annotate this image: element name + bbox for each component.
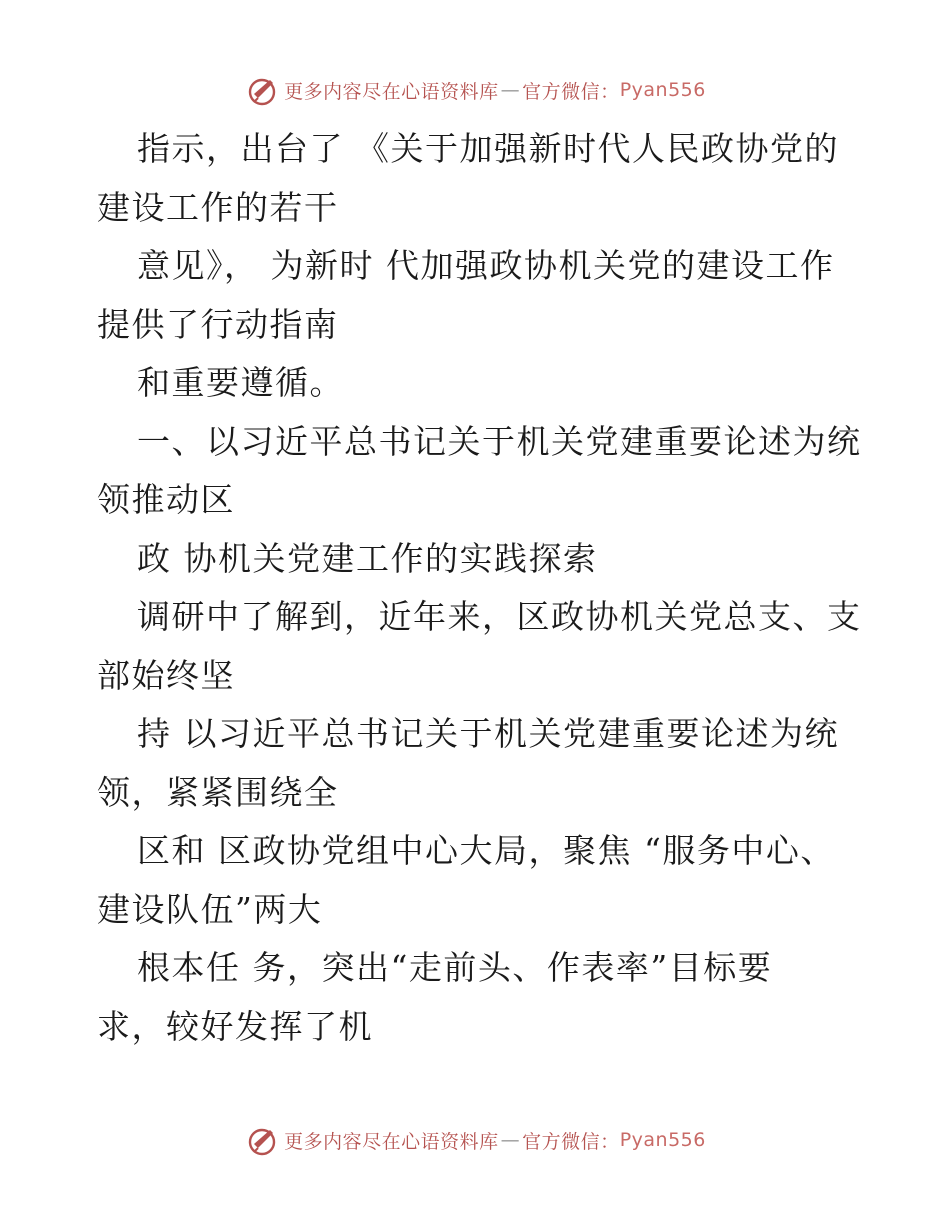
watermark-wechat-id: Pyan556 [619,1129,706,1151]
text-line: 领，紧紧围绕全 [97,772,339,812]
text-line: 提供了行动指南 [97,304,339,344]
text-line: 持 以习近平总书记关于机关党建重要论述为统 [137,714,839,753]
text-line: 建设工作的若干 [97,187,339,227]
text-line: 建设队伍”两大 [97,889,323,929]
header-watermark [0,70,950,110]
watermark-separator: — [500,1129,521,1151]
text-line: 一、以习近平总书记关于机关党建重要论述为统 [137,421,862,461]
watermark-separator: — [500,79,521,101]
text-line: 指示，出台了 《关于加强新时代人民政协党的 [137,129,839,168]
watermark-wechat-label: 官方微信： [522,1130,620,1153]
text-line: 区和 区政协党组中心大局，聚焦 “服务中心、 [137,831,835,870]
watermark-wechat-label: 官方微信： [522,80,620,103]
text-line: 根本任 务，突出“走前头、作表率”目标要 [137,948,773,987]
watermark-text: 更多内容尽在心语资料库 [284,1130,499,1153]
footer-watermark [0,1120,950,1160]
quill-logo-icon [244,72,280,108]
text-line: 领推动区 [97,480,235,519]
text-line: 意见》， 为新时 代加强政协机关党的建设工作 [137,246,835,285]
text-line: 调研中了解到，近年来，区政协机关党总支、支 [137,597,862,636]
text-line: 求，较好发挥了机 [97,1006,373,1046]
quill-logo-icon [244,1122,280,1158]
watermark-wechat-id: Pyan556 [619,79,706,101]
body-text [97,120,862,1056]
text-line: 和重要遵循。 [137,363,344,402]
text-line: 部始终坚 [97,655,235,695]
text-line: 政 协机关党建工作的实践探索 [137,538,598,578]
watermark-text: 更多内容尽在心语资料库 [284,80,499,103]
